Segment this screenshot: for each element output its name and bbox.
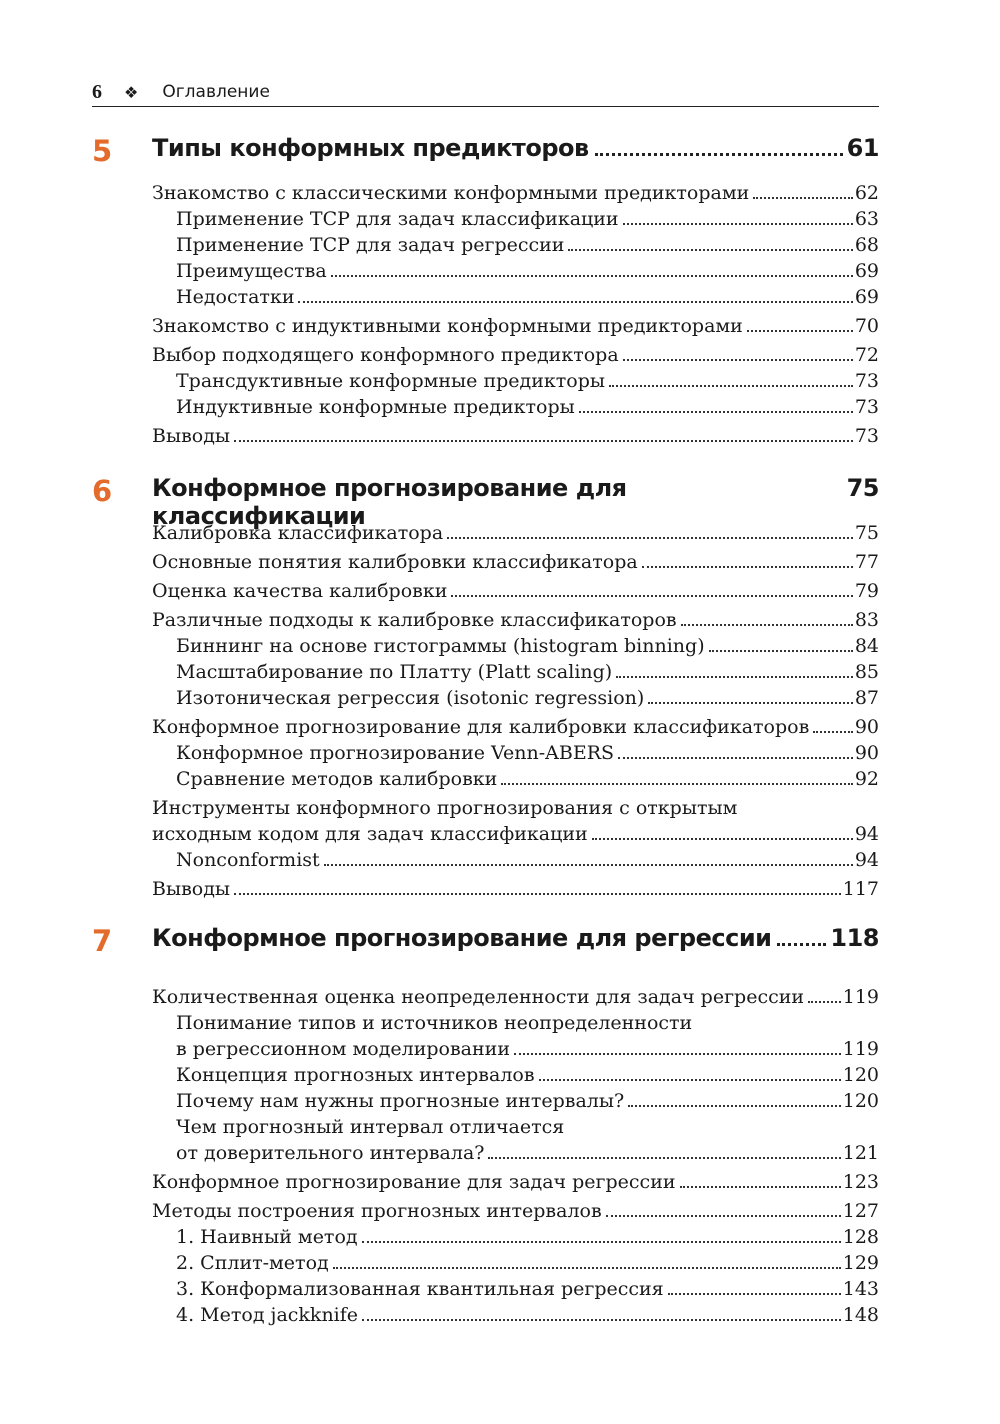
toc-entry-page: 68 [854,234,879,256]
toc-entry-text: Выбор подходящего конформного предиктора [152,344,619,366]
dot-leader [234,892,841,895]
dot-leader [579,410,853,413]
toc-entry[interactable] [152,1198,879,1224]
toc-entry-page: 77 [854,551,879,573]
toc-entry[interactable] [152,313,879,339]
toc-entry[interactable] [176,633,879,659]
toc-entry-page: 90 [854,742,879,764]
toc-entry[interactable] [152,984,879,1010]
toc-entry[interactable] [152,876,879,902]
toc-entries [152,180,879,449]
toc-entry[interactable] [176,1062,879,1088]
chapter-title: Конформное прогнозирование для классификации [152,474,627,530]
chapter-number: 5 [92,134,113,168]
toc-entry[interactable] [152,423,879,449]
toc-entry[interactable] [176,1276,879,1302]
toc-entry-text: Калибровка классификатора [152,522,444,544]
toc-entry[interactable] [152,1169,879,1195]
toc-entry-page: 75 [854,522,879,544]
chapter-page: 75 [846,474,879,502]
toc-entry-row [152,342,879,368]
toc-entry[interactable] [152,578,879,604]
toc-entry-text: 3. Конформализованная квантильная регрессия [176,1278,664,1300]
dot-leader [514,1052,841,1055]
toc-entry-text: Понимание типов и источников неопределенности [176,1012,693,1034]
toc-entry-text: Масштабирование по Платту (Platt scaling) [176,661,613,683]
toc-entry-text: от доверительного интервала? [176,1142,485,1164]
toc-entry-row [176,766,879,792]
toc-entry-text: Выводы [152,425,231,447]
chapter-title: Типы конформных предикторов [152,134,589,162]
toc-entry-page: 69 [854,260,879,282]
toc-entry-text: Индуктивные конформные предикторы [176,396,575,418]
toc-entry[interactable] [176,740,879,766]
toc-entry-text: Nonconformist [176,849,320,871]
dot-leader [668,1292,841,1295]
toc-entry-text: 4. Метод jackknife [176,1304,359,1326]
toc-entry[interactable] [176,368,879,394]
dot-leader [680,1185,841,1188]
toc-entry-text: Знакомство с индуктивными конформными предикторами [152,315,743,337]
toc-entry-row [176,659,879,685]
toc-entry[interactable] [176,685,879,711]
toc-entry-row [176,394,879,420]
toc-entry-text: Сравнение методов калибровки [176,768,498,790]
toc-entry-page: 117 [842,878,879,900]
dot-leader [539,1078,841,1081]
toc-entry-page: 69 [854,286,879,308]
toc-entry-row [152,180,879,206]
toc-entry-row [152,423,879,449]
toc-entry-text: Изотоническая регрессия (isotonic regression) [176,687,645,709]
toc-entry-row [152,1169,879,1195]
toc-entry-row [152,607,879,633]
toc-entry-row [152,549,879,575]
chapter-block [92,922,879,1326]
toc-entry-page: 128 [842,1226,879,1248]
dot-leader [813,730,853,733]
toc-entry-text: Недостатки [176,286,295,308]
toc-entry-text: Концепция прогнозных интервалов [176,1064,535,1086]
toc-entry-row [176,368,879,394]
toc-entry-page: 94 [854,849,879,871]
chapter-heading[interactable] [92,132,879,172]
toc-entry-page: 148 [842,1304,879,1326]
chapter-page: 118 [830,924,879,952]
dot-leader [777,942,826,946]
toc-entry-row [176,1224,879,1250]
toc-entry-page: 143 [842,1278,879,1300]
dot-leader [609,384,853,387]
toc-entries [152,984,879,1328]
toc-entry-row [152,876,879,902]
toc-entry-text: Биннинг на основе гистограммы (histogram binning) [176,635,705,657]
chapter-title-row[interactable] [152,924,879,952]
dot-leader [362,1318,841,1321]
toc-entry-row [176,633,879,659]
toc-entry[interactable] [176,1010,879,1062]
header-section-title: Оглавление [162,82,270,102]
toc-entry-row [176,1036,879,1062]
toc-entry-text: Инструменты конформного прогнозирования с открытым [152,797,738,819]
toc-entries [152,520,879,902]
chapter-number: 7 [92,924,113,958]
dot-leader [331,274,853,277]
toc-entry-page: 73 [854,425,879,447]
toc-entry[interactable] [176,394,879,420]
chapter-heading[interactable] [92,922,879,962]
toc-entry-text: Конформное прогнозирование для калибровки классификаторов [152,716,810,738]
dot-leader [623,358,853,361]
dot-leader [592,837,853,840]
toc-entry-page: 120 [842,1064,879,1086]
toc-entry-row [176,1276,879,1302]
toc-entry[interactable] [176,847,879,873]
toc-entry-row [152,313,879,339]
toc-entry-text: Трансдуктивные конформные предикторы [176,370,606,392]
toc-entry-text: Основные понятия калибровки классификатора [152,551,638,573]
toc-entry-page: 70 [854,315,879,337]
chapter-title: Конформное прогнозирование для регрессии [152,924,772,952]
toc-entry-text: Количественная оценка неопределенности для задач регрессии [152,986,805,1008]
toc-entry[interactable] [152,795,879,847]
toc-entry-page: 73 [854,370,879,392]
toc-entry-page: 62 [854,182,879,204]
toc-entry[interactable] [176,1114,879,1166]
dot-leader [628,1104,841,1107]
toc-entry-text: Чем прогнозный интервал отличается [176,1116,565,1138]
dot-leader [606,1214,841,1217]
dot-leader [753,196,853,199]
dot-leader [681,623,853,626]
chapter-number: 6 [92,474,113,508]
toc-entry-text: Преимущества [176,260,327,282]
toc-entry-text: Различные подходы к калибровке классификаторов [152,609,677,631]
dot-leader [747,329,853,332]
toc-entry-page: 87 [854,687,879,709]
toc-entry[interactable] [176,232,879,258]
toc-entry-row [152,984,879,1010]
toc-entry-text: Оценка качества калибровки [152,580,448,602]
dot-leader [616,675,853,678]
toc-entry[interactable] [176,766,879,792]
toc-entry[interactable] [176,258,879,284]
toc-entry-row [152,578,879,604]
dot-leader [298,300,852,303]
dot-leader [488,1156,840,1159]
toc-entry[interactable] [176,659,879,685]
dot-leader [642,565,853,568]
toc-entry-text: в регрессионном моделировании [176,1038,510,1060]
toc-entry-page: 119 [842,986,879,1008]
toc-entry-text: Методы построения прогнозных интервалов [152,1200,602,1222]
dot-leader [324,863,853,866]
chapter-title-row[interactable] [152,134,879,162]
dot-leader [501,782,853,785]
dot-leader [808,1000,841,1003]
ornament-icon: ❖ [124,82,139,102]
dot-leader [648,701,853,704]
toc-entry-page: 73 [854,396,879,418]
toc-entry[interactable] [176,1088,879,1114]
toc-entry-page: 120 [842,1090,879,1112]
running-head [92,78,879,107]
toc-entry-row [176,685,879,711]
toc-entry-page: 121 [842,1142,879,1164]
dot-leader [709,649,853,652]
toc-entry-row [176,258,879,284]
toc-entry-page: 129 [842,1252,879,1274]
toc-entry-page: 85 [854,661,879,683]
toc-entry[interactable] [176,284,879,310]
toc-entry[interactable] [176,206,879,232]
dot-leader [362,1240,841,1243]
toc-entry-text: Конформное прогнозирование Venn-ABERS [176,742,615,764]
toc-entry-text: Знакомство с классическими конформными предикторами [152,182,750,204]
toc-entry-page: 79 [854,580,879,602]
toc-entry-page: 72 [854,344,879,366]
toc-entry-text: Почему нам нужны прогнозные интервалы? [176,1090,625,1112]
toc-entry-row [152,714,879,740]
toc-entry-page: 84 [854,635,879,657]
toc-entry-page: 123 [842,1171,879,1193]
toc-entry-row [176,206,879,232]
toc-entry-text: Конформное прогнозирование для задач регрессии [152,1171,676,1193]
toc-entry[interactable] [152,549,879,575]
toc-entry-row [176,1250,879,1276]
toc-entry-row [152,1198,879,1224]
toc-entry-row [176,232,879,258]
dot-leader [333,1266,841,1269]
toc-entry-page: 92 [854,768,879,790]
toc-entry[interactable] [176,1250,879,1276]
toc-entry-page: 90 [854,716,879,738]
toc-entry[interactable] [152,342,879,368]
toc-entry[interactable] [152,714,879,740]
toc-entry[interactable] [176,1224,879,1250]
toc-entry-row [176,1088,879,1114]
chapter-block [92,472,879,900]
chapter-page: 61 [846,134,879,162]
toc-entry-page: 127 [842,1200,879,1222]
toc-entry[interactable] [152,180,879,206]
toc-entry-row [176,847,879,873]
toc-entry-row [176,284,879,310]
dot-leader [451,594,852,597]
toc-entry-row [176,1302,879,1328]
toc-entry-text: 2. Сплит-метод [176,1252,329,1274]
dot-leader [595,152,843,156]
dot-leader [447,536,853,539]
chapter-block [92,132,879,447]
toc-entry-row [152,821,879,847]
header-page-number: 6 [92,80,102,103]
toc-entry-text: Применение TCP для задач регрессии [176,234,565,256]
toc-entry-text: исходным кодом для задач классификации [152,823,588,845]
toc-entry-row [176,1140,879,1166]
dot-leader [618,756,853,759]
dot-leader [623,222,853,225]
toc-entry-page: 83 [854,609,879,631]
dot-leader [568,248,852,251]
toc-entry-text: 1. Наивный метод [176,1226,358,1248]
toc-entry-row [176,740,879,766]
toc-entry-page: 63 [854,208,879,230]
toc-entry-text: Применение TCP для задач классификации [176,208,619,230]
chapter-heading[interactable] [92,472,879,530]
toc-entry-page: 94 [854,823,879,845]
dot-leader [234,439,853,442]
toc-entry-row [176,1062,879,1088]
toc-entry[interactable] [152,607,879,633]
toc-entry[interactable] [152,520,879,546]
toc-entry-page: 119 [842,1038,879,1060]
toc-entry-row [152,520,879,546]
toc-entry[interactable] [176,1302,879,1328]
toc-entry-text: Выводы [152,878,231,900]
